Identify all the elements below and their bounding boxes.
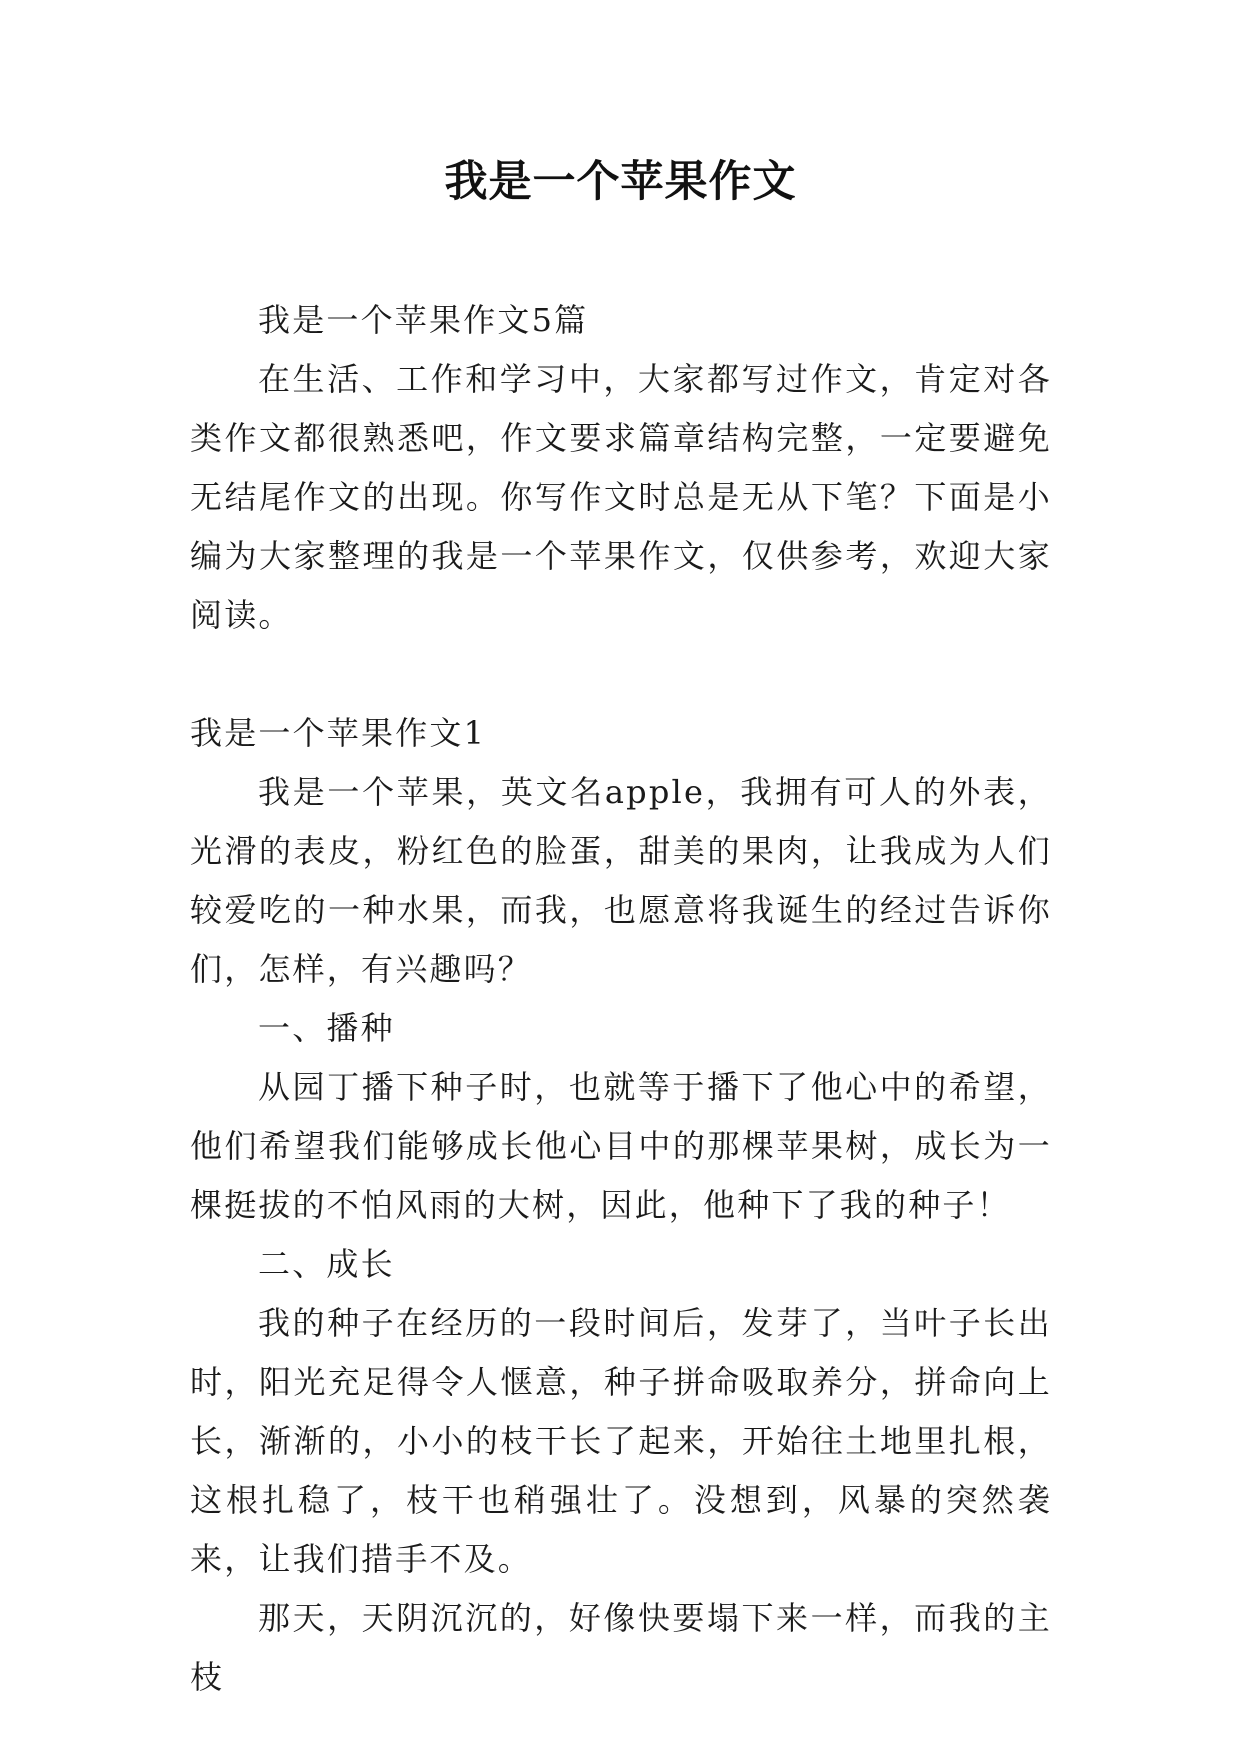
paragraph-gap	[190, 645, 1052, 704]
subheading-sowing: 一、播种	[258, 1009, 395, 1047]
document-title: 我是一个苹果作文	[444, 157, 797, 207]
section-heading: 我是一个苹果作文1	[190, 714, 487, 752]
paragraph: 我的种子在经历的一段时间后，发芽了，当叶子长出时，阳光充足得令人惬意，种子拼命吸取养分，拼命向上长，渐渐的，小小的枝干长了起来，开始往土地里扎根，这根扎稳了，枝干也稍强壮了。没想到，风暴的突然袭来，让我们措手不及。	[190, 1304, 1052, 1578]
intro-paragraph: 在生活、工作和学习中，大家都写过作文，肯定对各类作文都很熟悉吧，作文要求篇章结构完整，一定要避免无结尾作文的出现。你写作文时总是无从下笔？下面是小编为大家整理的我是一个苹果作文，仅供参考，欢迎大家阅读。	[190, 360, 1052, 634]
subtitle: 我是一个苹果作文5篇	[258, 301, 589, 339]
subheading-growth: 二、成长	[258, 1245, 395, 1283]
paragraph: 我是一个苹果，英文名apple，我拥有可人的外表，光滑的表皮，粉红色的脸蛋，甜美的果肉，让我成为人们较爱吃的一种水果，而我，也愿意将我诞生的经过告诉你们，怎样，有兴趣吗？	[190, 773, 1052, 988]
document-body	[190, 291, 1052, 1707]
paragraph: 从园丁播下种子时，也就等于播下了他心中的希望，他们希望我们能够成长他心目中的那棵苹果树，成长为一棵挺拔的不怕风雨的大树，因此，他种下了我的种子！	[190, 1068, 1052, 1224]
paragraph: 那天，天阴沉沉的，好像快要塌下来一样，而我的主枝	[190, 1599, 1052, 1696]
